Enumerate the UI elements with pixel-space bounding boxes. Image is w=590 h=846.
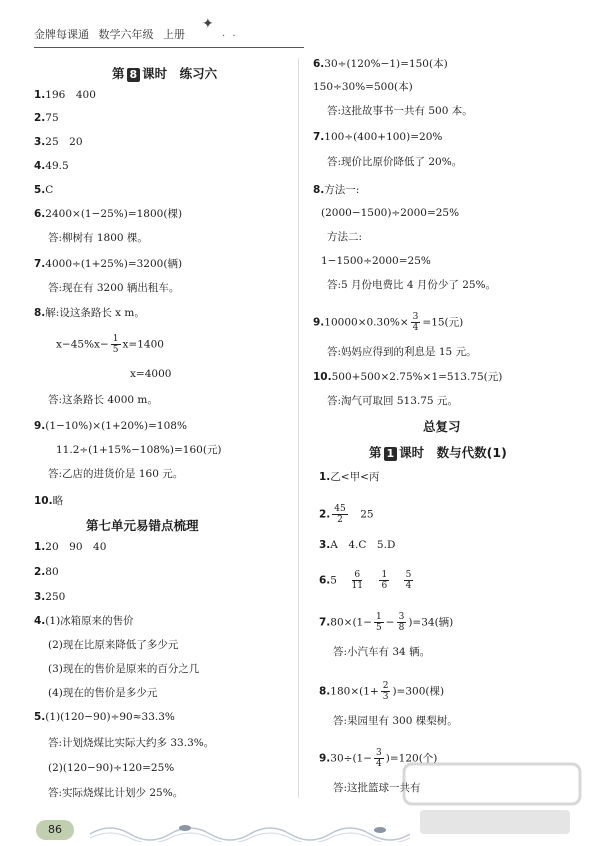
- answer-line: (2)现在比原来降低了多少元: [48, 639, 179, 651]
- column-divider: [298, 58, 299, 798]
- answer-line: 答:这批故事书一共有 500 本。: [327, 105, 473, 117]
- answer-line: 答:淘气可取回 513.75 元。: [327, 395, 458, 407]
- fraction: $\frac{1}{5}$: [112, 334, 119, 355]
- answer-line: 3.25 20: [34, 136, 83, 148]
- answer-line: 3.250: [34, 591, 66, 603]
- answer-line: 1−1500÷2000=25%: [321, 255, 431, 267]
- fraction: $\frac{6}{11}$: [351, 570, 363, 591]
- section-heading: 第七单元易错点梳理: [86, 518, 199, 533]
- answer-line: 答:乙店的进货价是 160 元。: [48, 468, 184, 480]
- answer-line: (2)(120−90)÷120=25%: [48, 762, 175, 774]
- answer-line: 答:小汽车有 34 辆。: [333, 646, 431, 658]
- answer-line: 4.(1)冰箱原来的售价: [34, 615, 134, 627]
- answer-line: 答:这批篮球一共有: [333, 782, 421, 794]
- lesson-number-badge: 1: [384, 447, 398, 461]
- watermark-logo: [400, 760, 585, 840]
- answer-line: 5.(1)(120−90)÷90≈33.3%: [34, 711, 175, 723]
- answer-line: 150÷30%=500(本): [313, 81, 413, 93]
- answer-line: 6.5 $\frac{6}{11}$ $\frac{1}{6}$ $\frac{5}{4}$: [319, 570, 412, 591]
- fraction: $\frac{3}{4}$: [376, 748, 382, 769]
- subject-label: 数学六年级: [98, 28, 154, 41]
- lesson-number-badge: 8: [127, 68, 141, 82]
- answer-line: 2. $\frac{45}{2}$ 25: [319, 504, 374, 525]
- answer-line: 7.4000÷(1+25%)=3200(辆): [34, 258, 183, 270]
- fraction: $\frac{3}{8}$: [398, 612, 405, 633]
- answer-line: 6.2400×(1−25%)=1800(棵): [34, 208, 183, 220]
- volume-label: 上册: [163, 28, 185, 41]
- header-rule: [34, 47, 304, 48]
- answer-line: (3)现在的售价是原来的百分之几: [48, 663, 200, 675]
- answer-line: 7.80×(1− $\frac{1}{5}$ − $\frac{3}{8}$ )=34(辆): [319, 612, 454, 633]
- answer-line: 9.10000×0.30%× $\frac{3}{4}$ =15(元): [313, 312, 464, 333]
- answer-line: 1.乙<甲<丙: [319, 471, 380, 483]
- answer-line: (4)现在的售价是多少元: [48, 687, 158, 699]
- answer-line: 答:现价比原价降低了 20%。: [327, 156, 463, 168]
- page-number: 86: [36, 820, 74, 840]
- answer-line: 6.30÷(120%−1)=150(本): [313, 58, 448, 70]
- answer-line: 答:这条路长 4000 m。: [48, 394, 158, 406]
- answer-line: 答:5 月份电费比 4 月份少了 25%。: [327, 279, 497, 291]
- answer-line: 答:果园里有 300 棵梨树。: [333, 715, 458, 727]
- fraction: $\frac{3}{4}$: [412, 312, 419, 333]
- answer-line: 方法二:: [327, 231, 363, 243]
- answer-line: 7.100÷(400+100)=20%: [313, 131, 443, 143]
- lesson-heading: 第 1 课时 数与代数(1): [369, 445, 507, 460]
- answer-line: 答:实际烧煤比计划少 25%。: [48, 787, 184, 799]
- lesson-heading: 第 8 课时 练习六: [112, 66, 218, 81]
- answer-line: 8.180×(1+ $\frac{2}{3}$ )=300(棵): [319, 681, 445, 702]
- answer-line: 答:现在有 3200 辆出租车。: [48, 282, 180, 294]
- answer-line: 答:柳树有 1800 棵。: [48, 232, 148, 244]
- answer-line: 10.500+500×2.75%×1=513.75(元): [313, 371, 503, 383]
- answer-line: 1.20 90 40: [34, 541, 107, 553]
- fraction: $\frac{1}{6}$: [381, 570, 388, 591]
- equation-line: x−45%x− $\frac{1}{5}$ x=1400: [56, 334, 164, 355]
- answer-line: 1.196 400: [34, 89, 96, 101]
- answer-line: 8.方法一:: [313, 184, 360, 196]
- fraction: $\frac{5}{4}$: [405, 570, 412, 591]
- star-icon: ✦: [202, 16, 214, 32]
- answer-line: 2.75: [34, 112, 59, 124]
- answer-line: 8.解:设这条路长 x m。: [34, 307, 145, 319]
- answer-line: 9.30÷(1− $\frac{3}{4}$ )=120(个): [319, 748, 438, 769]
- equation-line: x=4000: [130, 368, 172, 380]
- answer-line: 5.C: [34, 184, 54, 196]
- answer-line: 4.49.5: [34, 160, 69, 172]
- answer-line: 11.2÷(1+15%−108%)=160(元): [56, 444, 222, 456]
- book-title: 金牌每课通: [34, 28, 89, 41]
- fraction: $\frac{1}{5}$: [376, 612, 382, 633]
- answer-line: (2000−1500)÷2000=25%: [321, 207, 460, 219]
- answer-line: 9.(1−10%)×(1+20%)=108%: [34, 420, 187, 432]
- answer-line: 3.A 4.C 5.D: [319, 539, 396, 551]
- answer-line: 答:妈妈应得到的利息是 15 元。: [327, 346, 477, 358]
- answer-line: 2.80: [34, 566, 59, 578]
- dots-decoration: · ·: [222, 31, 238, 42]
- fraction: $\frac{2}{3}$: [382, 681, 389, 702]
- review-heading: 总复习: [423, 419, 461, 434]
- answer-line: 答:计划烧煤比实际大约多 33.3%。: [48, 737, 215, 749]
- fraction: $\frac{45}{2}$: [334, 504, 346, 525]
- answer-line: 10.略: [34, 495, 64, 507]
- wave-decoration: [90, 816, 410, 842]
